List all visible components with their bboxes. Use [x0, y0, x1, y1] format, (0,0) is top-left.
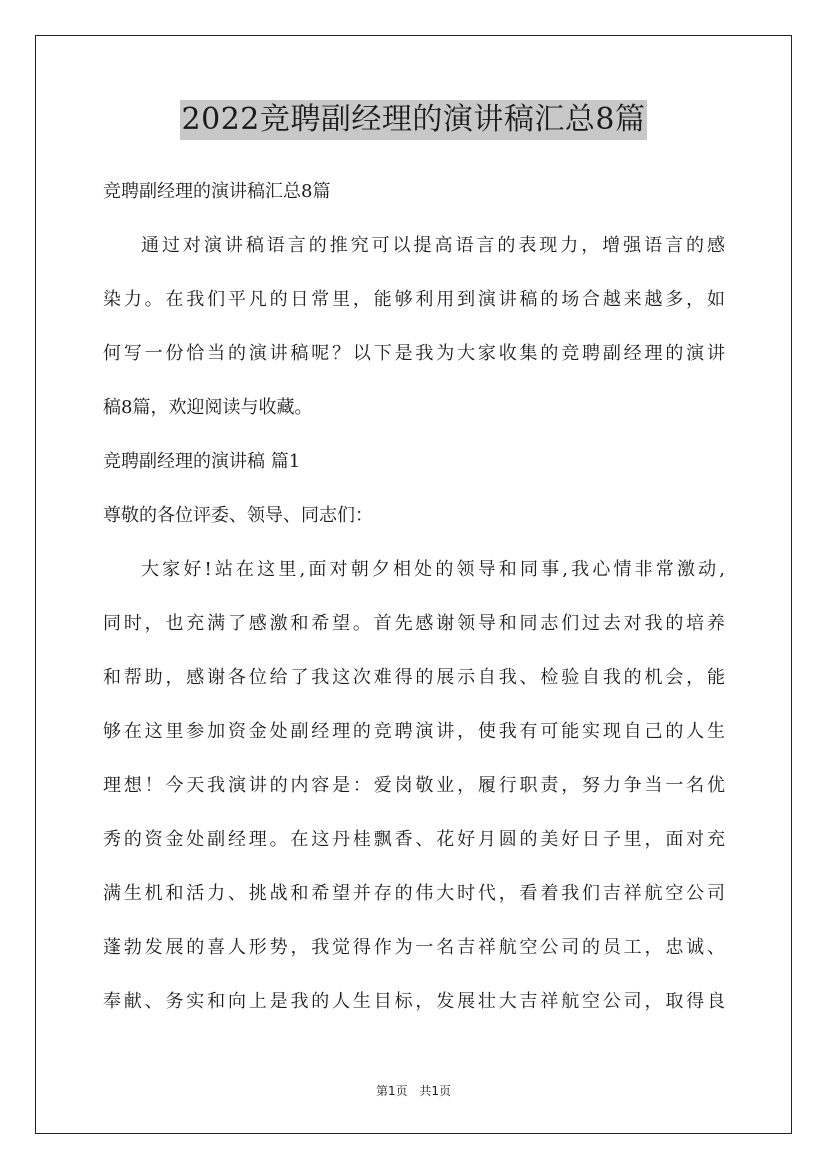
- title-container: [0, 100, 827, 140]
- text-line: 奉献、务实和向上是我的人生目标，发展壮大吉祥航空公司，取得良: [103, 991, 725, 1012]
- text-line: 大家好!站在这里,面对朝夕相处的领导和同事,我心情非常激动,: [141, 559, 725, 580]
- text-line: 和帮助，感谢各位给了我这次难得的展示自我、检验自我的机会，能: [103, 667, 725, 688]
- text-line: 何写一份恰当的演讲稿呢？以下是我为大家收集的竞聘副经理的演讲: [103, 343, 725, 364]
- text-line: 通过对演讲稿语言的推究可以提高语言的表现力，增强语言的感: [141, 235, 725, 256]
- total-pages: 共1页: [419, 1084, 452, 1098]
- text-line: 竞聘副经理的演讲稿 篇1: [103, 451, 301, 472]
- text-line: 染力。在我们平凡的日常里，能够利用到演讲稿的场合越来越多，如: [103, 289, 725, 310]
- text-line: 稿8篇，欢迎阅读与收藏。: [103, 397, 313, 418]
- document-title: 2022竞聘副经理的演讲稿汇总8篇: [180, 100, 648, 140]
- text-line: 秀的资金处副经理。在这丹桂飘香、花好月圆的美好日子里，面对充: [103, 829, 725, 850]
- text-line: 够在这里参加资金处副经理的竞聘演讲，使我有可能实现自己的人生: [103, 721, 725, 742]
- page-footer: [0, 1082, 827, 1099]
- text-line: 蓬勃发展的喜人形势，我觉得作为一名吉祥航空公司的员工，忠诚、: [103, 937, 725, 958]
- text-line: 理想！今天我演讲的内容是：爱岗敬业，履行职责，努力争当一名优: [103, 775, 725, 796]
- text-line: 同时，也充满了感激和希望。首先感谢领导和同志们过去对我的培养: [103, 613, 725, 634]
- text-line: 尊敬的各位评委、领导、同志们：: [103, 505, 373, 526]
- text-line: 满生机和活力、挑战和希望并存的伟大时代，看着我们吉祥航空公司: [103, 883, 725, 904]
- page-number: 第1页: [375, 1084, 408, 1098]
- document-body: [103, 165, 725, 1029]
- text-line: 竞聘副经理的演讲稿汇总8篇: [103, 181, 331, 202]
